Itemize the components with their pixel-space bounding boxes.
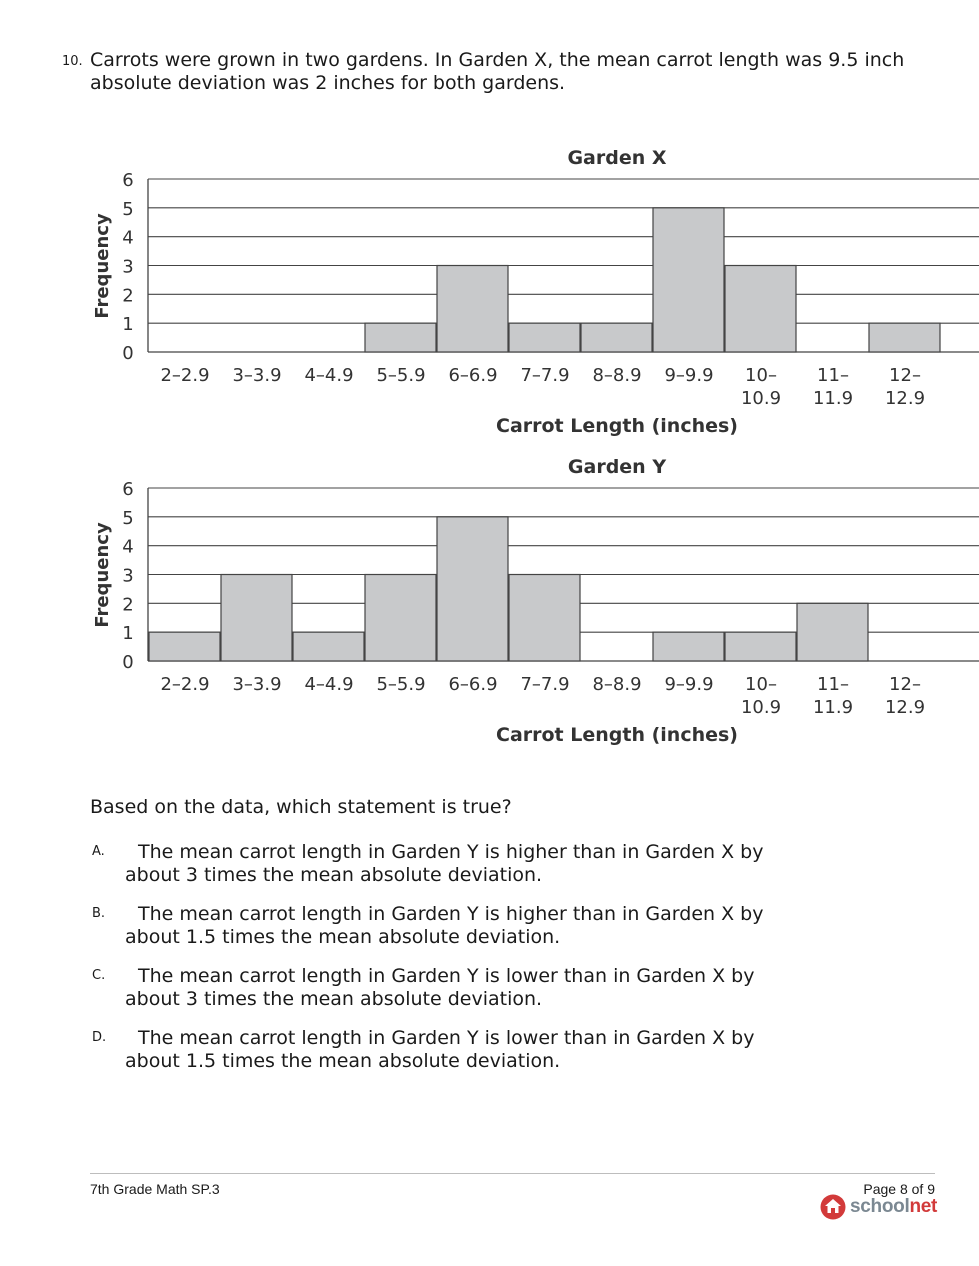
footer-page-number: Page 8 of 9 xyxy=(863,1181,935,1197)
garden-x-category-label: 12– xyxy=(889,365,921,386)
garden-y-ytick-label: 6 xyxy=(122,479,134,500)
garden-x-category-label: 5–5.9 xyxy=(376,365,426,386)
garden-y-ytick-label: 1 xyxy=(122,623,134,645)
logo-wordmark-school: school xyxy=(850,1196,910,1217)
garden-x-category-label: 2–2.9 xyxy=(160,365,210,386)
garden-y-bar xyxy=(149,632,220,661)
garden-x-ytick-label: 5 xyxy=(122,198,134,220)
garden-y-category-label: 9–9.9 xyxy=(664,674,714,695)
question-text-line1: Carrots were grown in two gardens. In Garden X, the mean carrot length was 9.5 inch xyxy=(90,49,905,71)
garden-x-category-label: 10– xyxy=(745,365,777,386)
house-icon xyxy=(820,1194,846,1220)
question-text-line2: absolute deviation was 2 inches for both gardens. xyxy=(90,72,566,94)
garden-x-ytick-label: 2 xyxy=(122,285,134,307)
garden-x-ytick-label: 4 xyxy=(122,227,134,249)
garden-y-ytick-label: 3 xyxy=(122,565,134,587)
garden-x-category-label: 9–9.9 xyxy=(664,365,714,386)
footer-course-title: 7th Grade Math SP.3 xyxy=(90,1181,220,1197)
garden-x-ytick-label: 6 xyxy=(122,170,134,191)
option-letter: C. xyxy=(92,968,106,983)
garden-y-bar xyxy=(725,632,796,661)
garden-y-category-label: 6–6.9 xyxy=(448,674,498,695)
garden-y-category-label: 12– xyxy=(889,674,921,695)
garden-x-category-label: 11– xyxy=(817,365,849,386)
option-letter: D. xyxy=(92,1030,107,1045)
garden-y-bar xyxy=(365,575,436,662)
garden-x-ytick-label: 1 xyxy=(122,314,134,336)
option-letter: B. xyxy=(92,906,106,921)
garden-x-category-label: 12.9 xyxy=(884,388,926,409)
garden-x-ylabel: Frequency xyxy=(92,213,113,319)
option-text-line1: The mean carrot length in Garden Y is lower than in Garden X by xyxy=(138,965,755,987)
garden-y-bar xyxy=(653,632,724,661)
garden-y-category-label: 2–2.9 xyxy=(160,674,210,695)
garden-x-category-label: 11.9 xyxy=(812,388,854,409)
garden-x-ytick-label: 3 xyxy=(122,256,134,278)
garden-y-category-label: 4–4.9 xyxy=(304,674,354,695)
footer-divider xyxy=(90,1173,935,1174)
option-text-line2: about 1.5 times the mean absolute deviation. xyxy=(125,926,561,948)
option-text-line1: The mean carrot length in Garden Y is higher than in Garden X by xyxy=(138,903,764,925)
garden-x-bar xyxy=(869,323,940,352)
garden-y-category-label: 3–3.9 xyxy=(232,674,282,695)
garden-x-category-label: 3–3.9 xyxy=(232,365,282,386)
garden-y-category-label: 8–8.9 xyxy=(592,674,642,695)
option-text-line1: The mean carrot length in Garden Y is lower than in Garden X by xyxy=(138,1027,755,1049)
garden-y-ytick-label: 4 xyxy=(122,536,134,558)
question-number: 10. xyxy=(62,54,83,69)
garden-x-histogram xyxy=(0,140,979,445)
garden-x-category-label: 7–7.9 xyxy=(520,365,570,386)
garden-y-bar xyxy=(797,603,868,661)
question-text xyxy=(90,49,935,95)
garden-x-category-label: 6–6.9 xyxy=(448,365,498,386)
option-text-line2: about 1.5 times the mean absolute deviation. xyxy=(125,1050,561,1072)
garden-y-category-label: 5–5.9 xyxy=(376,674,426,695)
garden-y-histogram xyxy=(0,449,979,754)
garden-y-bar xyxy=(437,517,508,661)
garden-y-bar xyxy=(293,632,364,661)
garden-x-category-label: 8–8.9 xyxy=(592,365,642,386)
garden-x-bar xyxy=(365,323,436,352)
garden-y-category-label: 7–7.9 xyxy=(520,674,570,695)
garden-y-ylabel: Frequency xyxy=(92,522,113,628)
garden-x-bar xyxy=(581,323,652,352)
garden-y-category-label: 12.9 xyxy=(884,697,926,718)
logo-wordmark-net: net xyxy=(909,1196,938,1217)
garden-y-title: Garden Y xyxy=(567,456,667,478)
garden-y-bar xyxy=(221,575,292,662)
garden-y-category-label: 10– xyxy=(745,674,777,695)
question-prompt: Based on the data, which statement is true? xyxy=(90,796,512,818)
garden-y-xlabel: Carrot Length (inches) xyxy=(496,724,738,746)
option-text-line1: The mean carrot length in Garden Y is higher than in Garden X by xyxy=(138,841,764,863)
garden-y-category-label: 11.9 xyxy=(812,697,854,718)
garden-x-bar xyxy=(725,266,796,353)
garden-y-category-label: 11– xyxy=(817,674,849,695)
garden-x-category-label: 10.9 xyxy=(740,388,782,409)
logo-wordmark xyxy=(850,1196,937,1218)
garden-y-ytick-label: 0 xyxy=(122,652,134,673)
option-text-line2: about 3 times the mean absolute deviation. xyxy=(125,988,543,1010)
garden-y-category-label: 10.9 xyxy=(740,697,782,718)
schoolnet-logo xyxy=(820,1194,937,1220)
garden-x-bar xyxy=(437,266,508,353)
garden-x-bar xyxy=(653,208,724,352)
garden-y-ytick-label: 5 xyxy=(122,507,134,529)
garden-x-title: Garden X xyxy=(567,147,667,169)
option-letter: A. xyxy=(92,844,105,859)
garden-y-bar xyxy=(509,575,580,662)
option-text-line2: about 3 times the mean absolute deviation. xyxy=(125,864,543,886)
garden-x-ytick-label: 0 xyxy=(122,343,134,364)
garden-x-bar xyxy=(509,323,580,352)
garden-x-xlabel: Carrot Length (inches) xyxy=(496,415,738,437)
garden-y-ytick-label: 2 xyxy=(122,594,134,616)
garden-x-category-label: 4–4.9 xyxy=(304,365,354,386)
